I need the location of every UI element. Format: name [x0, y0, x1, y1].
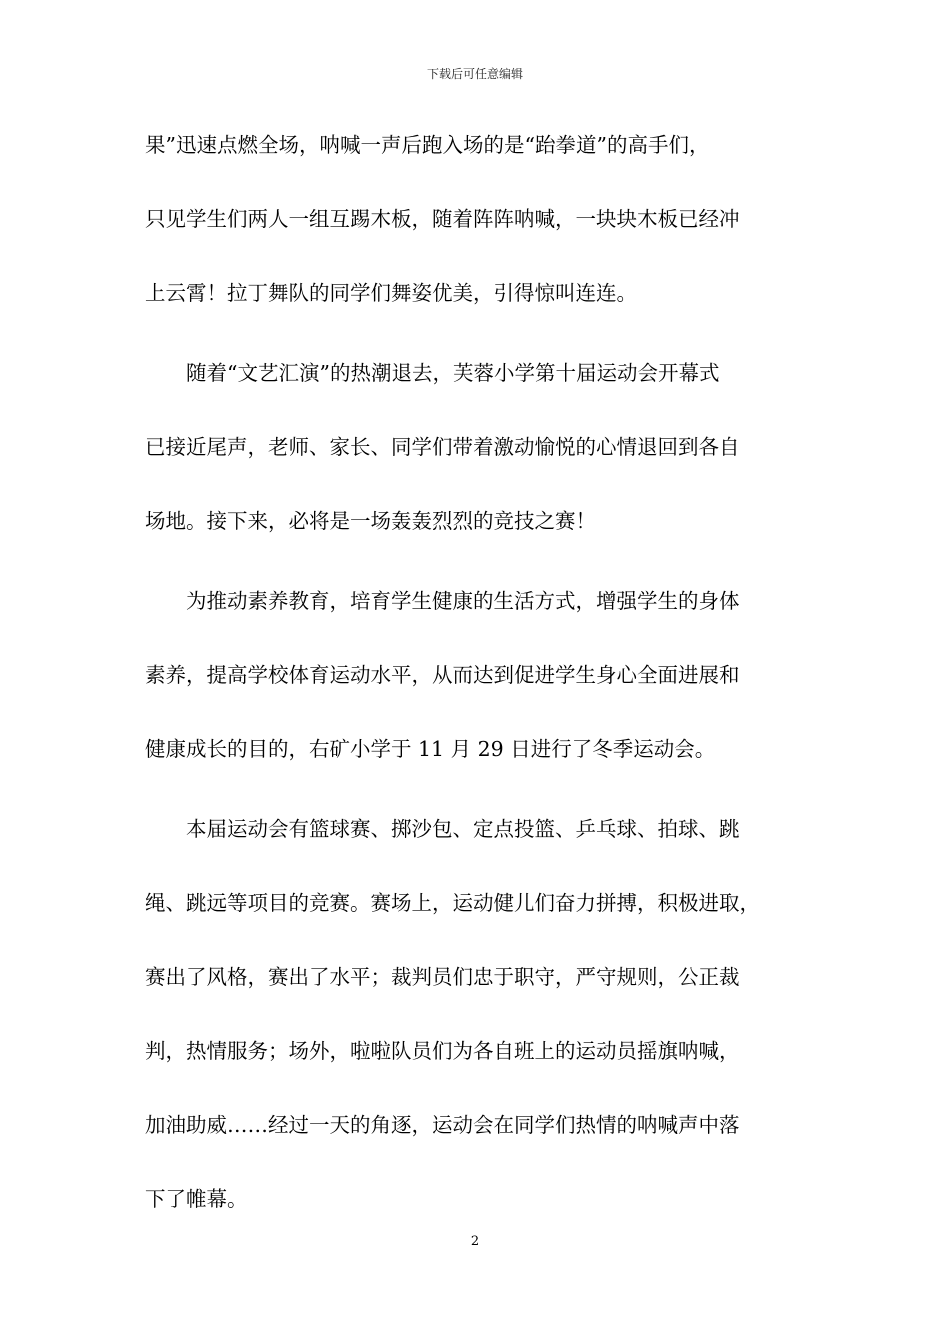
paragraph-line: 下了帷幕。 — [145, 1187, 248, 1211]
paragraph-first-line: 为推动素养教育，培育学生健康的生活方式，增强学生的身体 — [186, 589, 740, 613]
paragraph-line: 上云霄！拉丁舞队的同学们舞姿优美，引得惊叫连连。 — [145, 281, 637, 305]
page-number: 2 — [470, 1234, 480, 1249]
paragraph-first-line: 随着“文艺汇演”的热潮退去，芙蓉小学第十届运动会开幕式 — [186, 361, 720, 385]
paragraph-line: 场地。接下来，必将是一场轰轰烈烈的竞技之赛！ — [145, 509, 596, 533]
paragraph-line: 绳、跳远等项目的竞赛。赛场上，运动健儿们奋力拼搏，积极进取， — [145, 891, 760, 915]
paragraph-line: 已接近尾声，老师、家长、同学们带着激动愉悦的心情退回到各自 — [145, 435, 740, 459]
paragraph-line: 健康成长的目的，右矿小学于 11 月 29 日进行了冬季运动会。 — [145, 737, 716, 761]
paragraph-line: 果”迅速点燃全场，呐喊一声后跑入场的是“跆拳道”的高手们， — [145, 133, 710, 157]
document-body — [145, 125, 815, 1253]
paragraph-line: 判，热情服务；场外，啦啦队员们为各自班上的运动员摇旗呐喊， — [145, 1039, 740, 1063]
paragraph-first-line: 本届运动会有篮球赛、掷沙包、定点投篮、乒乓球、拍球、跳 — [186, 817, 740, 841]
page-header: 下载后可任意编辑 — [426, 67, 523, 81]
paragraph-line: 素养，提高学校体育运动水平，从而达到促进学生身心全面进展和 — [145, 663, 740, 687]
paragraph-line: 只见学生们两人一组互踢木板，随着阵阵呐喊，一块块木板已经冲 — [145, 207, 740, 231]
paragraph-line: 加油助威……经过一天的角逐，运动会在同学们热情的呐喊声中落 — [145, 1113, 740, 1137]
paragraph-line: 赛出了风格，赛出了水平；裁判员们忠于职守，严守规则，公正裁 — [145, 965, 740, 989]
